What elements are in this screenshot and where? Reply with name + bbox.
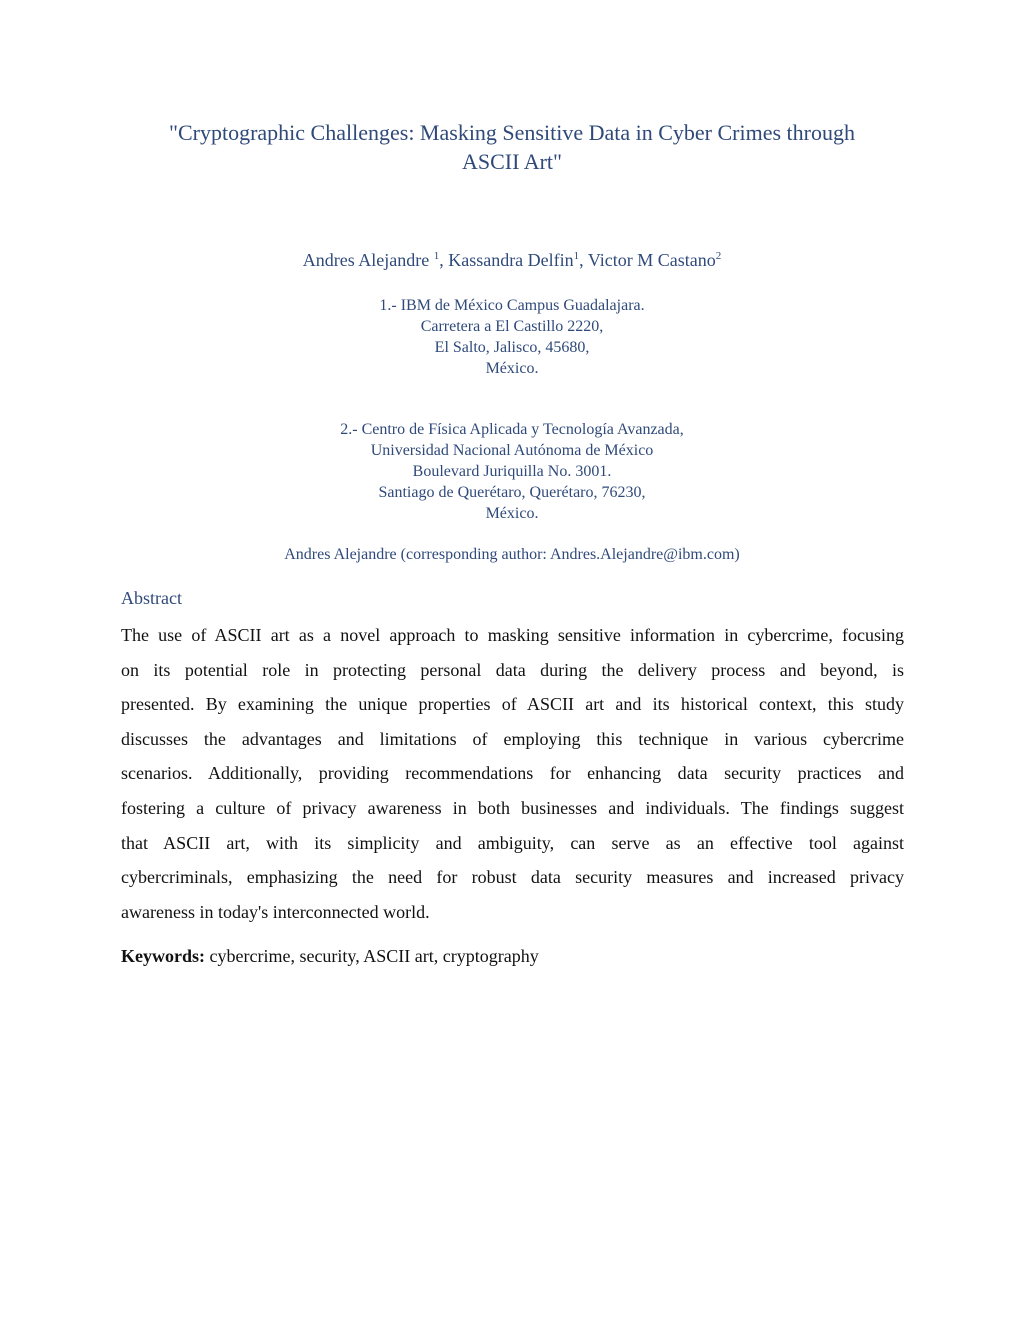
author-name: Victor M Castano bbox=[587, 250, 716, 270]
paper-title bbox=[120, 118, 904, 176]
keywords-text: cybercrime, security, ASCII art, cryptography bbox=[205, 946, 539, 966]
author-affiliation-marker: 2 bbox=[715, 250, 722, 262]
keywords-label: Keywords: bbox=[121, 946, 205, 966]
author-name: Kassandra Delfin bbox=[448, 250, 574, 270]
author-affiliation-marker: 1 bbox=[573, 250, 580, 262]
abstract-line: discusses the advantages and limitations of employing this technique in various cybercrime bbox=[121, 728, 904, 749]
author-affiliation-marker: 1 bbox=[433, 250, 440, 262]
author-separator: , bbox=[579, 250, 588, 270]
affiliation-line: México. bbox=[485, 360, 539, 377]
affiliation-line: 2.- Centro de Física Aplicada y Tecnología Avanzada, bbox=[340, 421, 684, 438]
author-list bbox=[120, 248, 904, 272]
title-line-1: "Cryptographic Challenges: Masking Sensitive Data in Cyber Crimes through bbox=[169, 120, 855, 145]
affiliation-line: 1.- IBM de México Campus Guadalajara. bbox=[379, 297, 645, 314]
abstract-body bbox=[121, 618, 904, 929]
abstract-heading: Abstract bbox=[121, 588, 182, 608]
affiliation-2 bbox=[120, 419, 904, 524]
abstract-line: fostering a culture of privacy awareness in both businesses and individuals. The findings suggest bbox=[121, 797, 904, 818]
affiliation-line: Boulevard Juriquilla No. 3001. bbox=[412, 463, 612, 480]
affiliation-line: El Salto, Jalisco, 45680, bbox=[434, 339, 590, 356]
abstract-line: awareness in today's interconnected world. bbox=[121, 901, 430, 922]
affiliation-line: México. bbox=[485, 505, 539, 522]
affiliation-line: Santiago de Querétaro, Querétaro, 76230, bbox=[378, 484, 646, 501]
affiliation-1 bbox=[120, 295, 904, 379]
abstract-line: presented. By examining the unique properties of ASCII art and its historical context, this study bbox=[121, 694, 904, 715]
abstract-line: on its potential role in protecting personal data during the delivery process and beyond, is bbox=[121, 659, 904, 680]
affiliation-line: Universidad Nacional Autónoma de México bbox=[370, 442, 654, 459]
corresponding-author: Andres Alejandre (corresponding author: Andres.Alejandre@ibm.com) bbox=[284, 546, 740, 563]
keywords bbox=[121, 944, 539, 968]
abstract-line: cybercriminals, emphasizing the need for robust data security measures and increased privacy bbox=[121, 867, 904, 888]
abstract-line: that ASCII art, with its simplicity and ambiguity, can serve as an effective tool against bbox=[121, 832, 904, 853]
affiliation-line: Carretera a El Castillo 2220, bbox=[420, 318, 604, 335]
title-line-2: ASCII Art" bbox=[461, 149, 563, 174]
abstract-line: The use of ASCII art as a novel approach to masking sensitive information in cybercrime, focusing bbox=[121, 625, 904, 645]
author-separator: , bbox=[439, 250, 449, 270]
abstract-line: scenarios. Additionally, providing recommendations for enhancing data security practices and bbox=[121, 763, 904, 784]
author-name: Andres Alejandre bbox=[302, 250, 434, 270]
